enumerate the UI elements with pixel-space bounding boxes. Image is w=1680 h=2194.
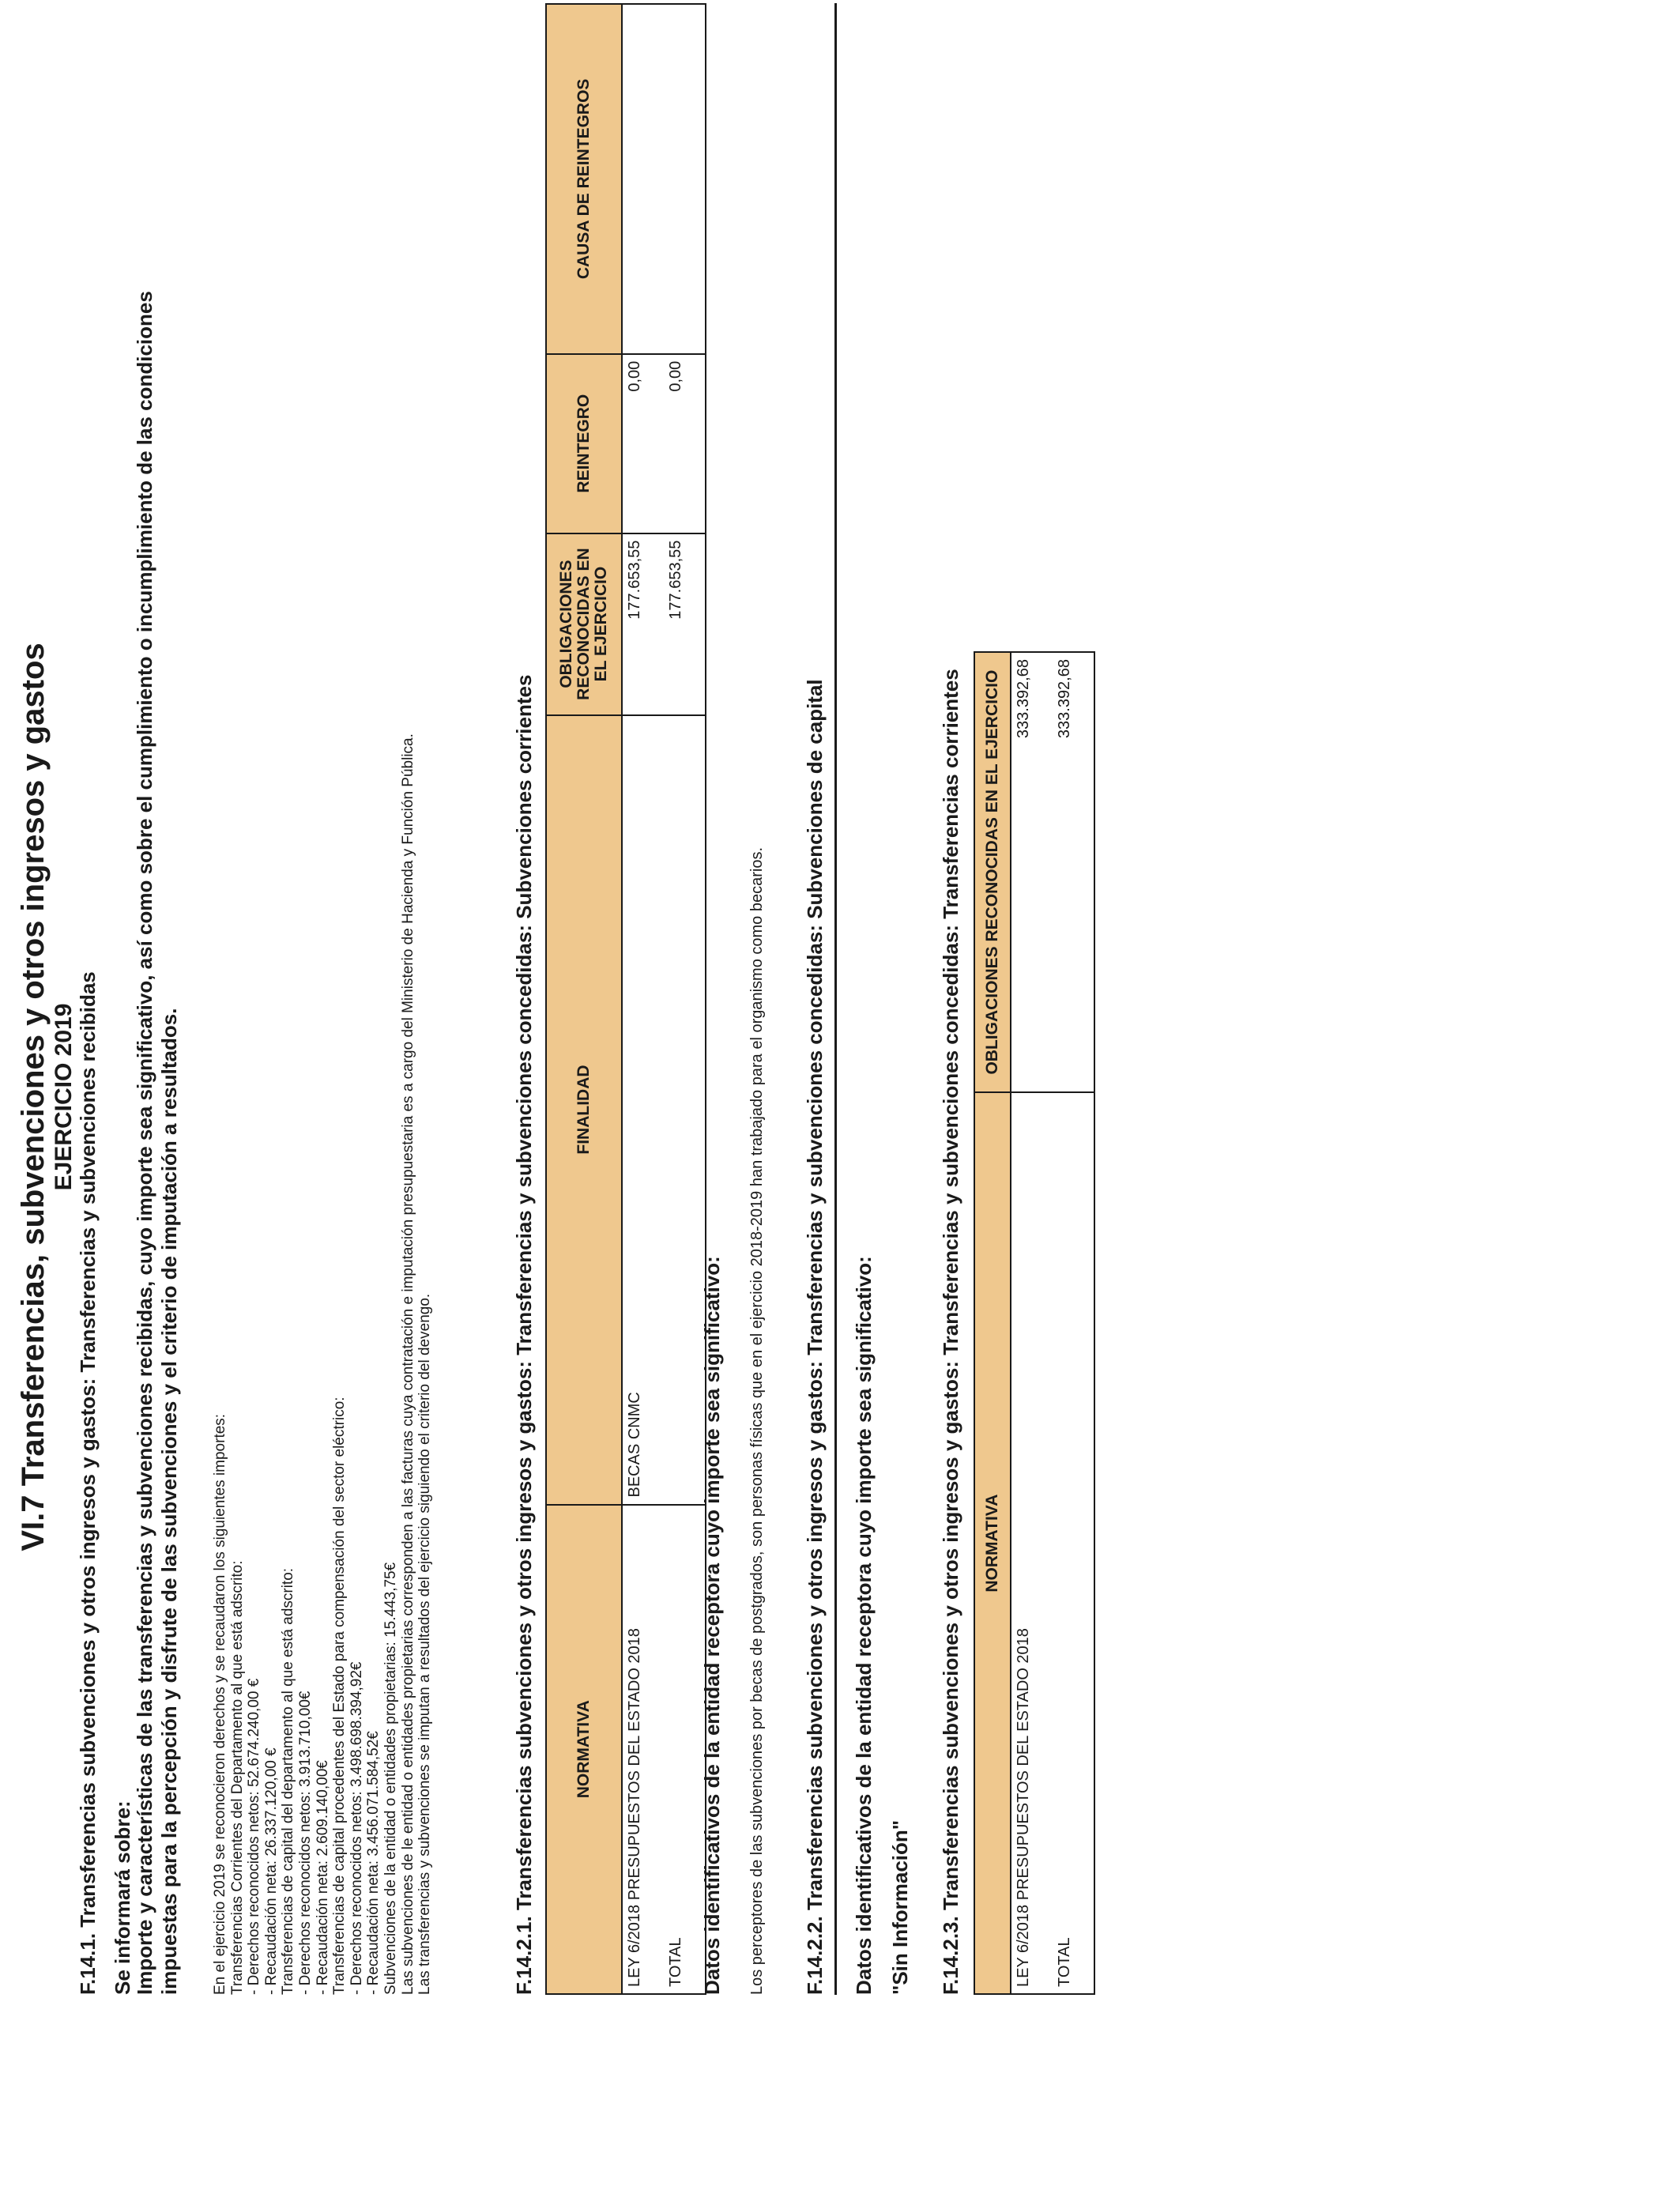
text-line: Las transferencias y subvenciones se imputan a resultados del ejercicio siguiendo el criterio del devengo. <box>416 1293 434 1995</box>
column-header-obligaciones: OBLIGACIONES RECONOCIDAS EN EL EJERCICIO <box>546 533 622 715</box>
section-f1422-heading: F.14.2.2. Transferencias subvenciones y otros ingresos y gastos: Transferencias y subvenciones concedidas: Subvenciones de capital <box>803 679 827 1995</box>
current-subsidies-table <box>545 3 706 1995</box>
cell-causa-reintegros <box>622 4 664 354</box>
text-line: En el ejercicio 2019 se reconocieron derechos y se recaudaron los siguientes importes: <box>212 1413 228 1995</box>
text-line: Transferencias Corrientes del Departamento al que está adscrito: <box>228 1560 246 1995</box>
cell-normativa: LEY 6/2018 PRESUPUESTOS DEL ESTADO 2018 <box>622 1505 664 1994</box>
column-header-normativa: NORMATIVA <box>974 1092 1011 1994</box>
recipient-data-heading: Datos identificativos de la entidad receptora cuyo importe sea significativo: <box>852 1256 876 1995</box>
column-header-causa-reintegros: CAUSA DE REINTEGROS <box>546 4 622 354</box>
recipient-data-heading: Datos identificativos de la entidad receptora cuyo importe sea significativo: <box>700 1256 724 1995</box>
cell-reintegro: 0,00 <box>664 354 706 533</box>
page-title: VI.7 Transferencias, subvenciones y otros ingresos y gastos <box>16 643 51 1551</box>
no-information-text: "Sin Información" <box>888 1819 912 1995</box>
cell-causa-reintegros <box>664 4 706 354</box>
text-line: - Recaudación neta: 2.609.140,00€ <box>314 1760 331 1995</box>
recipient-data-text: Los perceptores de las subvenciones por becas de postgrados, son personas físicas que en el ejercicio 2018-2019 han trabajado para el organismo como becarios. <box>748 846 766 1995</box>
current-transfers-table <box>974 651 1095 1995</box>
table-row <box>622 4 664 1994</box>
text-line: - Derechos reconocidos netos: 3.498.698.394,92€ <box>348 1661 365 1995</box>
section-f1421-heading: F.14.2.1. Transferencias subvenciones y otros ingresos y gastos: Transferencias y subvenciones concedidas: Subvenciones corrientes <box>512 674 536 1995</box>
column-header-reintegro: REINTEGRO <box>546 354 622 533</box>
text-line: - Derechos reconocidos netos: 52.674.240,00 € <box>246 1678 263 1995</box>
text-line: Subvenciones de la entidad o entidades propietarias: 15.443,75€ <box>382 1562 399 1995</box>
cell-finalidad: BECAS CNMC <box>622 715 664 1505</box>
cell-obligaciones: 177.653,55 <box>664 533 706 715</box>
inform-text: Importe y características de las transferencias y subvenciones recibidas, cuyo importe sea significativo, así como sobre el cumplimiento o incumplimiento de las condiciones impuestas para la percepción y disfrute de las subvenciones y el criterio de imputación a resultados. <box>133 291 181 1995</box>
cell-obligaciones: 177.653,55 <box>622 533 664 715</box>
cell-reintegro: 0,00 <box>622 354 664 533</box>
cell-obligaciones: 333.392,68 <box>1053 652 1094 1092</box>
cell-normativa: TOTAL <box>1053 1092 1094 1994</box>
table-row <box>1011 652 1053 1994</box>
text-line: Transferencias de capital del departamento al que está adscrito: <box>280 1567 297 1995</box>
text-line: - Recaudación neta: 3.456.071.584,52€ <box>365 1731 382 1995</box>
received-transfers-text <box>212 733 434 1995</box>
text-line: - Recaudación neta: 26.337.120,00 € <box>262 1747 280 1995</box>
section-f1423-heading: F.14.2.3. Transferencias subvenciones y otros ingresos y gastos: Transferencias y subvenciones concedidas: Transferencias corrientes <box>939 669 962 1995</box>
text-line: Transferencias de capital procedentes del Estado para compensación del sector eléctrico: <box>331 1397 348 1995</box>
inform-label: Se informará sobre: <box>111 1800 134 1995</box>
column-header-finalidad: FINALIDAD <box>546 715 622 1505</box>
text-line: Las subvenciones de le entidad o entidades propietarias corresponden a las facturas cuya contratación e imputación presupuestaria es a cargo del Ministerio de Hacienda y Función Pública. <box>399 733 416 1995</box>
cell-normativa: TOTAL <box>664 1505 706 1994</box>
column-header-normativa: NORMATIVA <box>546 1505 622 1994</box>
text-line: - Derechos reconocidos netos: 3.913.710,00€ <box>296 1691 314 1995</box>
section-f1441-heading: F.14.1. Transferencias subvenciones y otros ingresos y gastos: Transferencias y subvenciones recibidas <box>76 971 100 1995</box>
cell-obligaciones: 333.392,68 <box>1011 652 1053 1092</box>
table-row-total <box>1053 652 1094 1994</box>
column-header-obligaciones: OBLIGACIONES RECONOCIDAS EN EL EJERCICIO <box>974 652 1011 1092</box>
section-divider <box>834 3 837 1995</box>
cell-normativa: LEY 6/2018 PRESUPUESTOS DEL ESTADO 2018 <box>1011 1092 1053 1994</box>
page-subtitle: EJERCICIO 2019 <box>51 1003 77 1191</box>
